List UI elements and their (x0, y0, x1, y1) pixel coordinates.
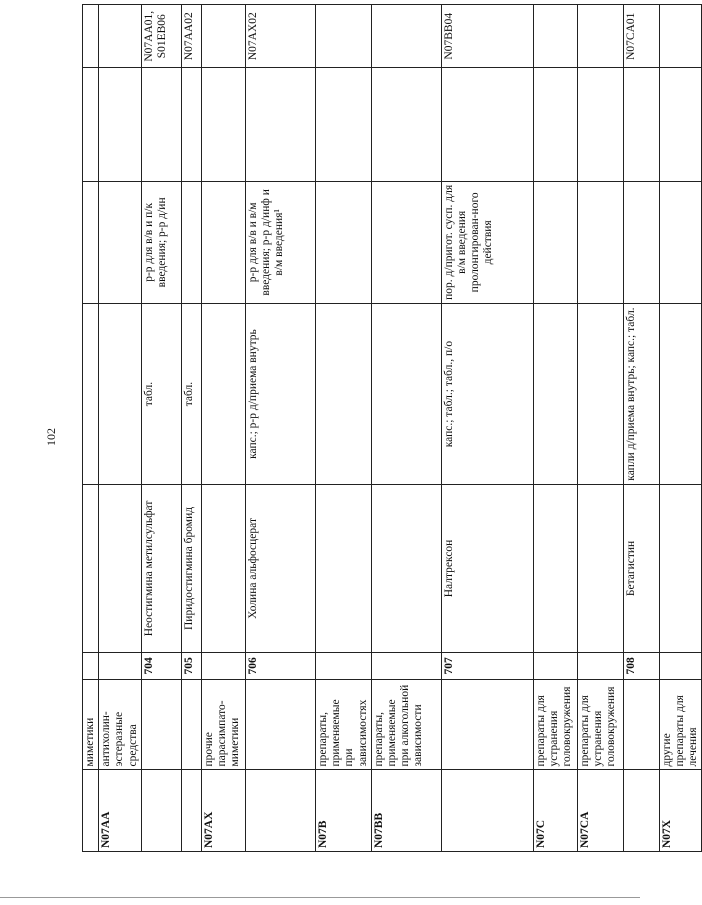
cell-drug (371, 485, 441, 653)
cell-form1 (533, 303, 577, 484)
cell-form2 (577, 181, 623, 303)
cell-atc (99, 5, 142, 68)
cell-group: другие препараты для лечения (659, 679, 702, 770)
cell-form2 (623, 181, 659, 303)
rotated-page (82, 4, 700, 852)
cell-code: N07CA (577, 770, 623, 852)
table-row (201, 5, 245, 852)
cell-num (577, 652, 623, 679)
cell-group: антихолин-эстеразные средства (99, 679, 142, 770)
cell-extra (659, 68, 702, 181)
cell-code (181, 770, 201, 852)
cell-extra (181, 68, 201, 181)
cell-extra (99, 68, 142, 181)
cell-extra (623, 68, 659, 181)
cell-code: N07C (533, 770, 577, 852)
cell-atc (83, 5, 99, 68)
cell-atc (659, 5, 702, 68)
cell-atc (533, 5, 577, 68)
table-row (441, 5, 533, 852)
cell-atc (315, 5, 371, 68)
cell-extra (201, 68, 245, 181)
cell-extra (533, 68, 577, 181)
cell-drug (201, 485, 245, 653)
cell-drug (315, 485, 371, 653)
cell-code: N07AX (201, 770, 245, 852)
cell-form1 (83, 303, 99, 484)
cell-drug: Неостигмина метилсульфат (141, 485, 181, 653)
table-row (623, 5, 659, 852)
cell-extra (371, 68, 441, 181)
cell-atc: N07AX02 (245, 5, 315, 68)
cell-num (371, 652, 441, 679)
cell-form1 (315, 303, 371, 484)
cell-atc: N07AA01, S01EB06 (141, 5, 181, 68)
cell-form1: капли д/приема внутрь; капс.; табл. (623, 303, 659, 484)
cell-form1 (371, 303, 441, 484)
cell-code: N07AA (99, 770, 142, 852)
cell-atc (201, 5, 245, 68)
cell-drug (659, 485, 702, 653)
bottom-rule (0, 897, 640, 898)
cell-code (141, 770, 181, 852)
drug-table (82, 4, 702, 852)
cell-code: N07X (659, 770, 702, 852)
cell-form1: капс.; р-р д/приема внутрь (245, 303, 315, 484)
cell-num: 707 (441, 652, 533, 679)
cell-form2 (533, 181, 577, 303)
cell-num (83, 652, 99, 679)
cell-group: препараты для устранения головокружения (533, 679, 577, 770)
table-row (315, 5, 371, 852)
cell-form2: пор. д/пригот. сусп. для в/м введения пролонгирован-ного действия (441, 181, 533, 303)
cell-num (659, 652, 702, 679)
cell-atc: N07BB04 (441, 5, 533, 68)
cell-form2 (659, 181, 702, 303)
cell-num: 705 (181, 652, 201, 679)
cell-group: препараты, применяемые при зависимостях (315, 679, 371, 770)
cell-form2: р-р для в/в и п/к введения; р-р д/ин (141, 181, 181, 303)
cell-code (441, 770, 533, 852)
cell-group (141, 679, 181, 770)
cell-atc (577, 5, 623, 68)
cell-code (623, 770, 659, 852)
cell-drug: Бетагистин (623, 485, 659, 653)
cell-extra (245, 68, 315, 181)
table-row (533, 5, 577, 852)
cell-group (181, 679, 201, 770)
cell-num (533, 652, 577, 679)
cell-form1 (201, 303, 245, 484)
cell-form1: капс.; табл.; табл., п/о (441, 303, 533, 484)
table-row (99, 5, 142, 852)
cell-form1: табл. (181, 303, 201, 484)
cell-drug (83, 485, 99, 653)
cell-group (623, 679, 659, 770)
cell-code: N07B (315, 770, 371, 852)
cell-group: препараты, применяемые при алкогольной зависимости (371, 679, 441, 770)
cell-extra (315, 68, 371, 181)
table-row (141, 5, 181, 852)
cell-code (245, 770, 315, 852)
cell-group: прочие парасимпато-миметики (201, 679, 245, 770)
table-row (181, 5, 201, 852)
cell-form2: р-р для в/в и в/м введения; р-р д/инф и в/м введения¹ (245, 181, 315, 303)
cell-drug (99, 485, 142, 653)
cell-drug (577, 485, 623, 653)
table-row (659, 5, 702, 852)
cell-form2 (315, 181, 371, 303)
cell-form2 (99, 181, 142, 303)
cell-form2 (181, 181, 201, 303)
cell-form1 (659, 303, 702, 484)
table-row (83, 5, 99, 852)
cell-num (99, 652, 142, 679)
cell-extra (441, 68, 533, 181)
cell-num: 708 (623, 652, 659, 679)
cell-num (201, 652, 245, 679)
cell-form2 (83, 181, 99, 303)
cell-extra (577, 68, 623, 181)
cell-form1 (99, 303, 142, 484)
cell-atc (371, 5, 441, 68)
cell-form2 (371, 181, 441, 303)
cell-group: миметики (83, 679, 99, 770)
cell-atc: N07CA01 (623, 5, 659, 68)
cell-drug: Пиридостигмина бромид (181, 485, 201, 653)
cell-num: 706 (245, 652, 315, 679)
cell-extra (141, 68, 181, 181)
table-body (83, 5, 702, 852)
cell-num (315, 652, 371, 679)
cell-extra (83, 68, 99, 181)
table-row (577, 5, 623, 852)
cell-form2 (201, 181, 245, 303)
cell-code (83, 770, 99, 852)
cell-group (245, 679, 315, 770)
cell-drug: Налтрексон (441, 485, 533, 653)
cell-drug: Холина альфосцерат (245, 485, 315, 653)
cell-form1: табл. (141, 303, 181, 484)
cell-group (441, 679, 533, 770)
cell-num: 704 (141, 652, 181, 679)
cell-code: N07BB (371, 770, 441, 852)
page-number: 102 (44, 428, 58, 446)
table-row (245, 5, 315, 852)
cell-atc: N07AA02 (181, 5, 201, 68)
cell-form1 (577, 303, 623, 484)
cell-group: препараты для устранения головокружения (577, 679, 623, 770)
table-row (371, 5, 441, 852)
cell-drug (533, 485, 577, 653)
